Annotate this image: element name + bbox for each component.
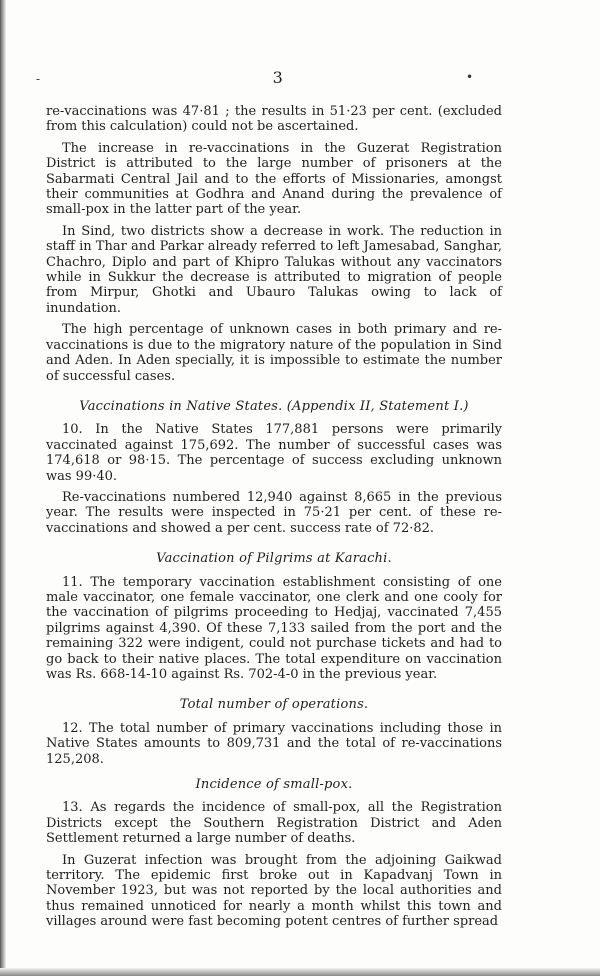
section-heading-native-states: Vaccinations in Native States. (Appendix II, Statement I.) [79, 398, 469, 414]
margin-mark-left: - [36, 72, 41, 86]
section-heading-total-operations: Total number of operations. [179, 697, 369, 713]
paragraph: In Sind, two districts show a decrease in work. The reduction in staff in Thar and Parkar already referred to left Jamesabad, Sanghar, Chachro, Diplo and part of Khipro Talukas without any vaccinators while in Sukkur the decrease is attributed to migration of people from Mirpur, Ghotki and Ubauro Talukas owing to lack of inundation. [46, 223, 502, 316]
paragraph: In Guzerat infection was brought from the adjoining Gaikwad territory. The epidemic first broke out in Kapadvanj Town in November 1923, but was not reported by the local authorities and thus remained unnoticed for nearly a month whilst this town and villages around were fast becoming potent centres of further spread [46, 852, 502, 930]
paragraph: The increase in re-vaccinations in the Guzerat Registration District is attributed to the large number of prisoners at the Sabarmati Central Jail and to the efforts of Missionaries, amongst their communities at Godhra and Anand during the prevalence of small-pox in the latter part of the year. [46, 140, 502, 218]
page-number: 3 [272, 68, 284, 87]
paragraph: 11. The temporary vaccination establishment consisting of one male vaccinator, one female vaccinator, one clerk and one cooly for the vaccination of pilgrims proceeding to Hedjaj, vaccinated 7,455 pilgrims against 4,390. Of these 7,133 sailed from the port and the remaining 322 were indigent, could not purchase tickets and had to go back to their native places. The total expenditure on vaccination was Rs. 668-14-10 against Rs. 702-4-0 in the previous year. [46, 574, 502, 682]
margin-mark-right: • [466, 70, 474, 84]
section-heading-incidence: Incidence of small-pox. [195, 777, 353, 793]
section-heading-pilgrims: Vaccination of Pilgrims at Karachi. [156, 551, 392, 567]
document-body [46, 104, 502, 936]
paragraph: re-vaccinations was 47·81 ; the results in 51·23 per cent. (excluded from this calculation) could not be ascertained. [46, 104, 502, 135]
page-bottom-shadow [0, 968, 600, 976]
paragraph: Re-vaccinations numbered 12,940 against 8,665 in the previous year. The results were inspected in 75·21 per cent. of these re-vaccinations and showed a per cent. success rate of 72·82. [46, 489, 502, 536]
page-left-shadow [0, 0, 6, 976]
paragraph: 13. As regards the incidence of small-pox, all the Registration Districts except the Southern Registration District and Aden Settlement returned a large number of deaths. [46, 800, 502, 847]
paragraph: 10. In the Native States 177,881 persons were primarily vaccinated against 175,692. The number of successful cases was 174,618 or 98·15. The percentage of success excluding unknown was 99·40. [46, 422, 502, 484]
paragraph: The high percentage of unknown cases in both primary and re-vaccinations is due to the migratory nature of the population in Sind and Aden. In Aden specially, it is impossible to estimate the number of successful cases. [46, 322, 502, 384]
paragraph: 12. The total number of primary vaccinations including those in Native States amounts to 809,731 and the total of re-vaccinations 125,208. [46, 720, 502, 767]
